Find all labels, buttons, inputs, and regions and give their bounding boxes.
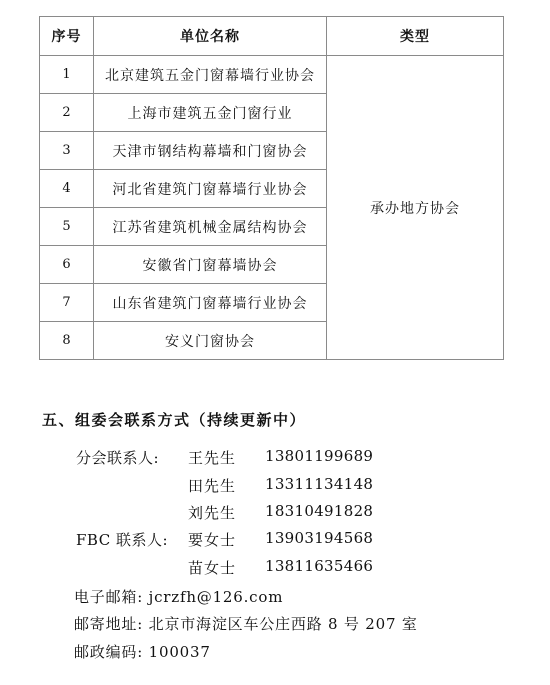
row-number: 7: [40, 284, 94, 322]
contact-phone: 13903194568: [265, 529, 374, 547]
branch-contact-label: 分会联系人:: [76, 449, 160, 467]
header-organization-name: 单位名称: [94, 17, 327, 56]
row-number: 6: [40, 246, 94, 284]
table-row: [40, 56, 504, 94]
email-line: [74, 586, 283, 607]
organization-name: 江苏省建筑机械金属结构协会: [94, 208, 327, 246]
organization-name: 安徽省门窗幕墙协会: [94, 246, 327, 284]
contact-phone: 18310491828: [265, 502, 374, 520]
header-type: 类型: [327, 17, 504, 56]
row-number: 2: [40, 94, 94, 132]
contact-name: 田先生: [188, 477, 237, 495]
member-organizations-table: [39, 16, 504, 360]
organization-name: 安义门窗协会: [94, 322, 327, 360]
email-address: jcrzfh@126.com: [148, 588, 284, 606]
postcode-line: [74, 641, 211, 662]
row-number: 4: [40, 170, 94, 208]
address-line: [74, 613, 418, 634]
contact-name: 要女士: [188, 531, 237, 549]
address-label: 邮寄地址:: [74, 615, 144, 633]
postcode: 100037: [148, 643, 211, 661]
organization-name: 北京建筑五金门窗幕墙行业协会: [94, 56, 327, 94]
contact-phone: 13811635466: [265, 557, 374, 575]
row-number: 3: [40, 132, 94, 170]
header-serial-number: 序号: [40, 17, 94, 56]
organization-name: 河北省建筑门窗幕墙行业协会: [94, 170, 327, 208]
section-heading: 五、组委会联系方式（持续更新中）: [42, 411, 307, 429]
row-number: 5: [40, 208, 94, 246]
email-label: 电子邮箱:: [74, 588, 144, 606]
organization-name: 上海市建筑五金门窗行业: [94, 94, 327, 132]
mailing-address: 北京市海淀区车公庄西路 8 号 207 室: [148, 615, 418, 633]
organization-type: 承办地方协会: [327, 56, 504, 360]
row-number: 8: [40, 322, 94, 360]
row-number: 1: [40, 56, 94, 94]
organization-name: 山东省建筑门窗幕墙行业协会: [94, 284, 327, 322]
table-header-row: [40, 17, 504, 56]
contact-phone: 13311134148: [265, 475, 374, 493]
contact-name: 刘先生: [188, 504, 237, 522]
postcode-label: 邮政编码:: [74, 643, 144, 661]
contact-name: 王先生: [188, 449, 237, 467]
fbc-contact-label: FBC 联系人:: [76, 531, 169, 549]
contact-phone: 13801199689: [265, 447, 374, 465]
organization-name: 天津市钢结构幕墙和门窗协会: [94, 132, 327, 170]
contact-name: 苗女士: [188, 559, 237, 577]
